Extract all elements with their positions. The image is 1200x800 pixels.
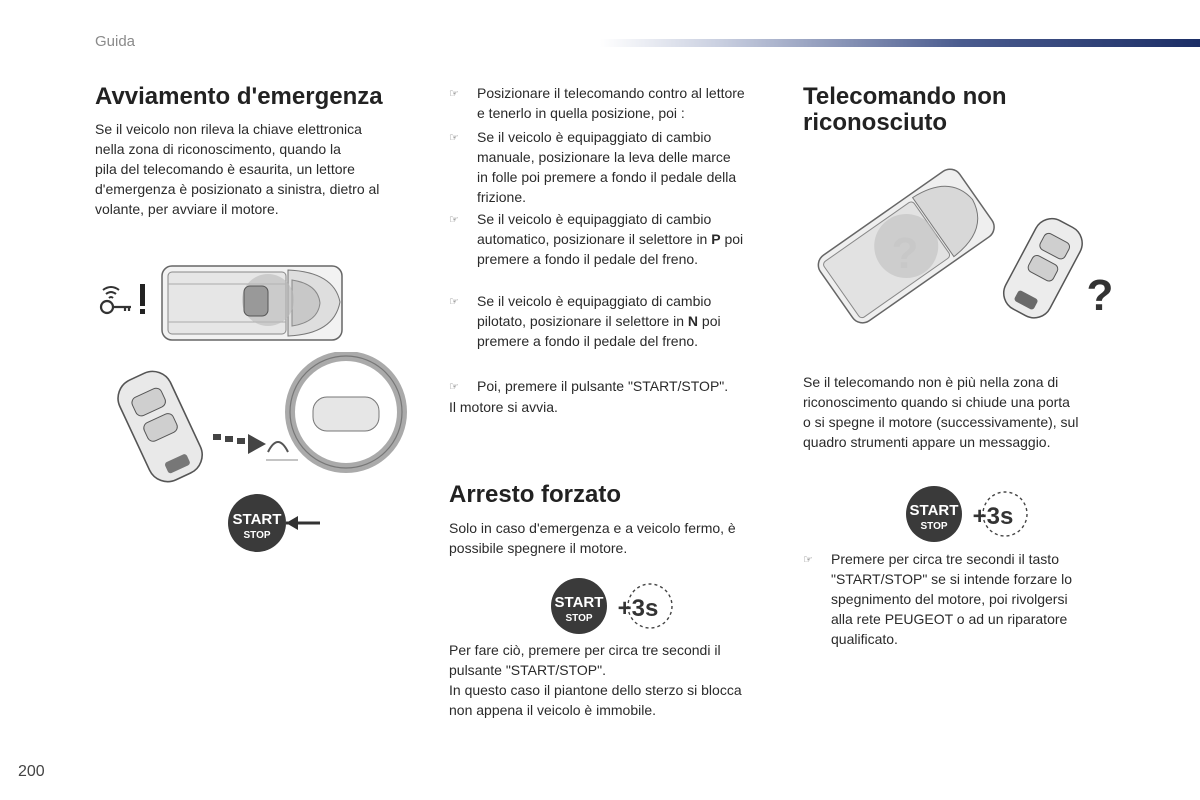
key-not-recognized-text: Se il telecomando non è più nella zona di riconoscimento quando si chiude una porta o si spegne il motore (successivamente), sul quadro strumenti appare un messaggio. [803,374,1079,450]
pointing-hand-icon: ☞ [449,132,459,144]
svg-text:STOP: STOP [243,530,271,541]
key-signal-warning-icon [95,280,155,320]
svg-text:START: START [232,511,282,528]
instruction-bullet: ☞ Premere per circa tre secondi il tasto "START/STOP" se si intende forzare lo spegnimento del motore, poi rivolgersi alla rete PEUGEOT o ad un riparatore qualificato. [803,551,1073,647]
svg-text:+3s: +3s [972,503,1014,530]
instruction-bullet: ☞ Se il veicolo è equipaggiato di cambio manuale, posizionare la leva delle marce in folle poi premere a fondo il pedale della frizione. [449,129,737,205]
pointing-hand-icon: ☞ [449,214,459,226]
title-forced-stop: Arresto forzato [449,481,622,508]
svg-text:START: START [554,594,604,611]
svg-text:START: START [909,502,959,519]
svg-text:STOP: STOP [565,613,593,624]
forced-stop-details: Per fare ciò, premere per circa tre secondi il pulsante "START/STOP". In questo caso il piantone dello sterzo si blocca non appena il veicolo è immobile. [449,642,742,718]
start-stop-button-icon [224,492,324,554]
pointing-hand-icon: ☞ [449,296,459,308]
start-stop-3s-icon [903,484,1033,544]
title-key-not-recognized: Telecomando non riconosciuto [803,83,1007,136]
pointing-hand-icon: ☞ [803,554,813,566]
start-stop-3s-icon [548,576,678,636]
svg-text:?: ? [891,229,919,278]
van-and-key-illustration [815,158,1120,338]
forced-stop-text: Solo in caso d'emergenza e a veicolo fermo, è possibile spegnere il motore. [449,520,736,556]
header-bar [600,39,1200,47]
key-fob-reader-illustration [108,352,408,492]
instruction-bullet: ☞ Poi, premere il pulsante "START/STOP". [449,376,779,396]
emergency-start-text: Se il veicolo non rileva la chiave elettronica nella zona di riconoscimento, quando la pila del telecomando è esaurita, un lettore d'emergenza è posizionato a sinistra, dietro al volante, per avviare il motore. [95,121,380,217]
pointing-hand-icon: ☞ [449,381,459,393]
page-number: 200 [18,763,45,780]
svg-text:STOP: STOP [920,521,948,532]
pointing-hand-icon: ☞ [449,88,459,100]
instruction-bullet: ☞ Se il veicolo è equipaggiato di cambio automatico, posizionare il selettore in P poi premere a fondo il pedale del freno. [449,211,744,267]
svg-text:?: ? [1086,271,1114,320]
title-emergency-start: Avviamento d'emergenza [95,83,383,110]
section-label: Guida [95,33,136,50]
van-top-view-illustration [158,262,348,344]
instruction-bullet: ☞ Posizionare il telecomando contro al lettore e tenerlo in quella posizione, poi : [449,85,745,121]
instruction-bullet: ☞ Se il veicolo è equipaggiato di cambio pilotato, posizionare il selettore in N poi premere a fondo il pedale del freno. [449,293,721,349]
svg-text:+3s: +3s [617,595,659,622]
engine-starts-text: Il motore si avvia. [449,399,558,415]
